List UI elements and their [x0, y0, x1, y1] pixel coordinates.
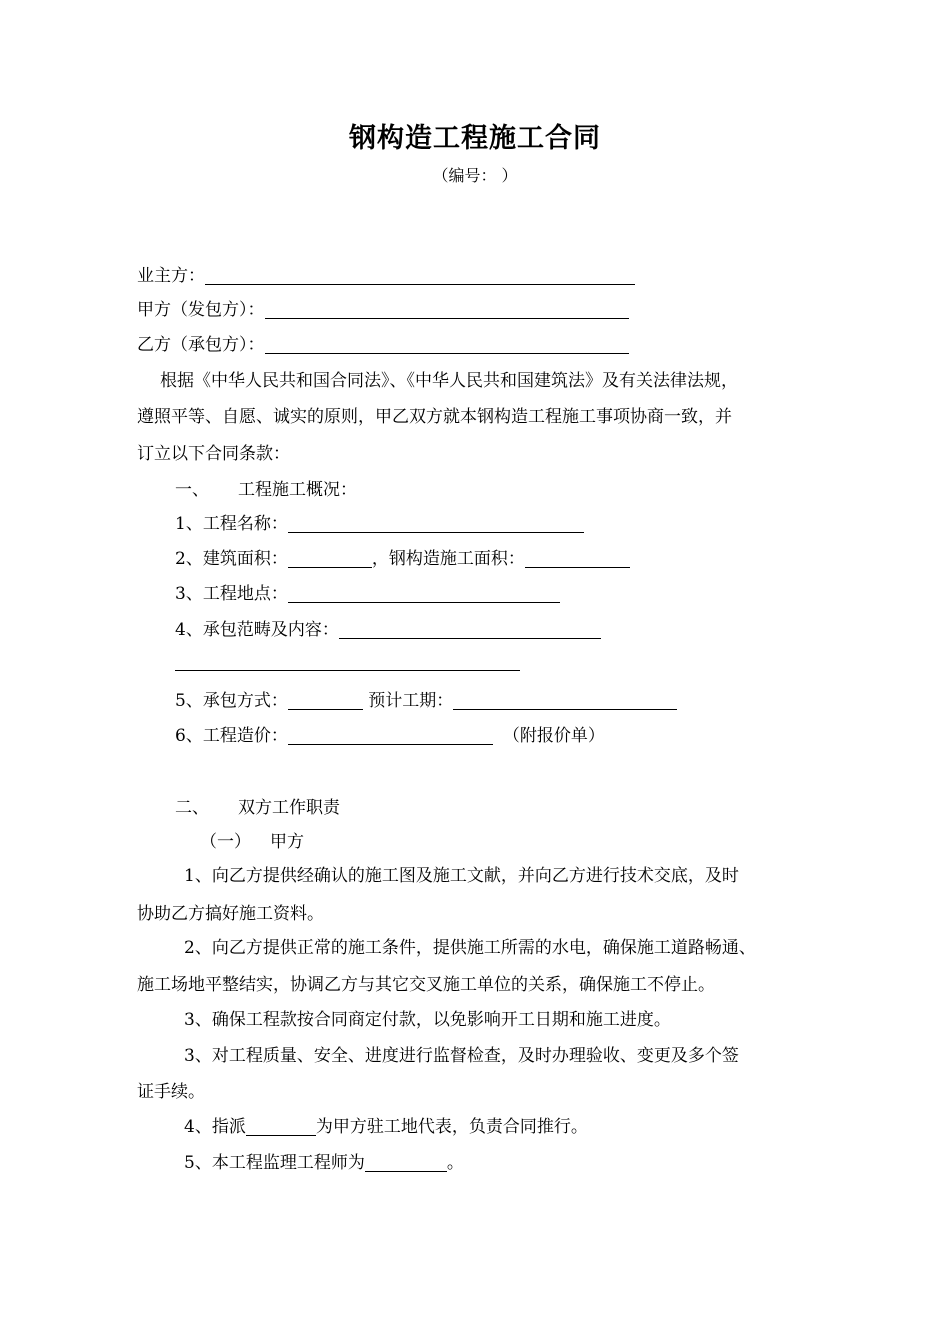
- preamble-line-1: 根据《中华人民共和国合同法》、《中华人民共和国建筑法》及有关法律法规，: [160, 371, 738, 391]
- duty-5: [184, 1116, 588, 1138]
- building-area-label: 2、建筑面积：: [175, 549, 288, 569]
- party-b-field[interactable]: [265, 335, 629, 354]
- duty-4-line-1: 3、对工程质量、安全、进度进行监督检查，及时办理验收、变更及多个签: [184, 1046, 739, 1066]
- duty-1-line-2: 协助乙方搞好施工资料。: [137, 904, 324, 924]
- owner-label: 业主方：: [137, 266, 205, 286]
- subsection-number: （一）: [200, 832, 251, 852]
- scope-field[interactable]: [339, 620, 601, 639]
- representative-field[interactable]: [246, 1117, 316, 1136]
- project-name-label: 1、工程名称：: [175, 514, 288, 534]
- owner-field[interactable]: [205, 266, 635, 285]
- duty-2-line-2: 施工场地平整结实，协调乙方与其它交叉施工单位的关系，确保施工不停止。: [137, 975, 715, 995]
- representative-label: 4、指派: [184, 1117, 246, 1137]
- item-location: [175, 583, 560, 605]
- contract-method-label: 5、承包方式：: [175, 691, 288, 711]
- location-field[interactable]: [288, 584, 560, 603]
- party-a-label: 甲方（发包方）：: [137, 300, 265, 320]
- party-b-label: 乙方（承包方）：: [137, 335, 265, 355]
- location-label: 3、工程地点：: [175, 584, 288, 604]
- preamble-line-3: 订立以下合同条款：: [137, 444, 290, 464]
- duty-6: [184, 1152, 464, 1174]
- contract-title: 钢构造工程施工合同: [349, 123, 601, 154]
- supervisor-label: 5、本工程监理工程师为: [184, 1153, 365, 1173]
- duty-4-line-2: 证手续。: [137, 1082, 205, 1102]
- preamble-line-2: 遵照平等、自愿、诚实的原则，甲乙双方就本钢构造工程施工事项协商一致，并: [137, 407, 732, 427]
- item-scope: [175, 619, 601, 641]
- item-area: [175, 548, 630, 570]
- scope-field-continued[interactable]: [175, 670, 520, 671]
- duty-1-line-1: 1、向乙方提供经确认的施工图及施工文献，并向乙方进行技术交底，及时: [184, 866, 739, 886]
- party-a-line: [137, 299, 629, 321]
- contract-number: （编号： ）: [432, 166, 518, 185]
- item-project-name: [175, 513, 584, 535]
- section1-number: 一、: [175, 480, 209, 500]
- duration-field[interactable]: [453, 691, 677, 710]
- scope-label: 4、承包范畴及内容：: [175, 620, 339, 640]
- duration-label: 预计工期：: [362, 691, 454, 711]
- owner-line: [137, 265, 635, 287]
- representative-text: 为甲方驻工地代表，负责合同推行。: [315, 1117, 588, 1137]
- supervisor-end: 。: [446, 1153, 464, 1173]
- subsection-party-a: 甲方: [270, 832, 304, 852]
- item-contract-method: [175, 690, 677, 712]
- duty-2-line-1: 2、向乙方提供正常的施工条件，提供施工所需的水电，确保施工道路畅通、: [184, 938, 756, 958]
- supervisor-field[interactable]: [365, 1153, 447, 1172]
- section1-heading: 工程施工概况：: [238, 480, 357, 500]
- item-cost: [175, 725, 605, 747]
- project-name-field[interactable]: [288, 514, 584, 533]
- section2-number: 二、: [175, 798, 209, 818]
- party-a-field[interactable]: [265, 300, 629, 319]
- duty-3: 3、确保工程款按合同商定付款，以免影响开工日期和施工进度。: [184, 1010, 671, 1030]
- steel-area-label: ，钢构造施工面积：: [371, 549, 525, 569]
- section2-heading: 双方工作职责: [238, 798, 340, 818]
- building-area-field[interactable]: [288, 549, 372, 568]
- cost-field[interactable]: [288, 726, 493, 745]
- cost-label: 6、工程造价：: [175, 726, 288, 746]
- quotation-note: （附报价单）: [502, 726, 605, 746]
- steel-area-field[interactable]: [525, 549, 630, 568]
- contract-method-field[interactable]: [288, 691, 363, 710]
- party-b-line: [137, 334, 629, 356]
